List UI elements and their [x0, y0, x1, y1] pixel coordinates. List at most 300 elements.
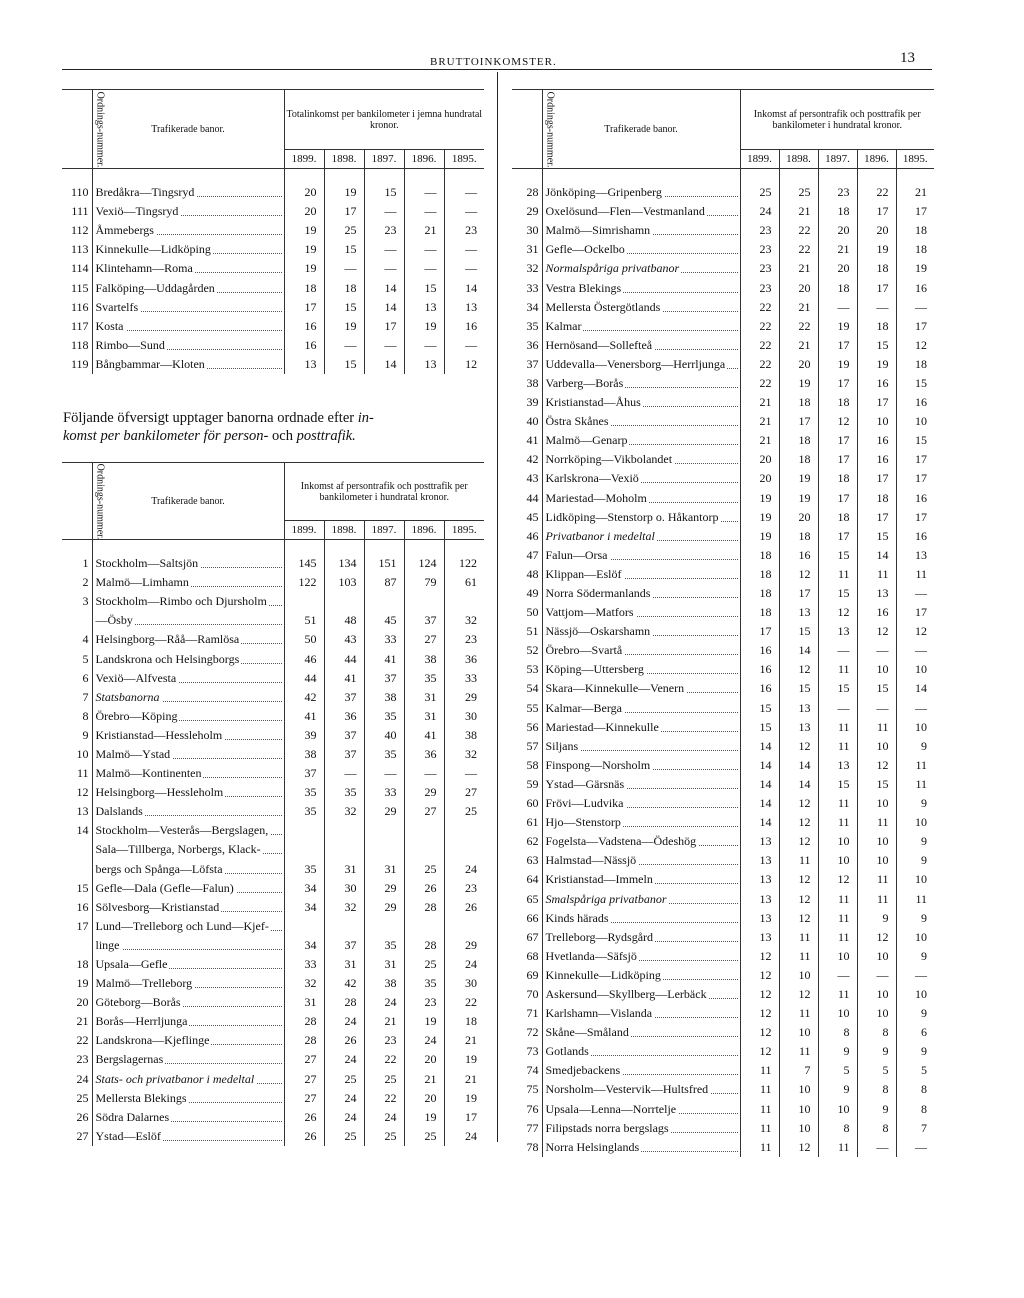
header-inkomst: Inkomst af persontrafik och posttrafik per bankilometer i hundratal kronor. — [284, 463, 484, 521]
railway-name: Kristianstad—Immeln — [542, 870, 740, 889]
row-number: 20 — [62, 993, 92, 1012]
table-row — [62, 1050, 484, 1069]
value-cell: — — [404, 183, 444, 202]
value-cell: 11 — [818, 660, 857, 679]
value-cell: 19 — [404, 317, 444, 336]
row-number: 11 — [62, 764, 92, 783]
value-cell: 35 — [364, 707, 404, 726]
value-cell: 15 — [404, 278, 444, 297]
railway-name: Nässjö—Oskarshamn — [542, 622, 740, 641]
value-cell: 24 — [324, 1050, 364, 1069]
value-cell: 41 — [324, 669, 364, 688]
table-row — [62, 592, 484, 611]
row-number: 28 — [512, 183, 542, 202]
year-header: 1898. — [779, 150, 818, 169]
value-cell: 11 — [740, 1138, 779, 1157]
table-row — [512, 794, 934, 813]
row-number: 51 — [512, 622, 542, 641]
railway-name: Helsingborg—Hessleholm — [92, 783, 284, 802]
table-inkomst-left — [62, 462, 484, 1146]
railway-name: Kristianstad—Hessleholm — [92, 726, 284, 745]
value-cell: 21 — [779, 202, 818, 221]
value-cell: 13 — [779, 699, 818, 718]
value-cell: 16 — [284, 336, 324, 355]
table-row — [512, 278, 934, 297]
value-cell: 11 — [818, 794, 857, 813]
value-cell: 11 — [818, 889, 857, 908]
railway-name: Köping—Uttersberg — [542, 660, 740, 679]
railway-name: Gotlands — [542, 1042, 740, 1061]
value-cell: 9 — [921, 1006, 928, 1021]
value-cell: 17 — [857, 469, 896, 488]
row-number: 111 — [62, 202, 92, 221]
value-cell: 31 — [404, 707, 444, 726]
railway-name: Statsbanorna — [92, 688, 284, 707]
year-header: 1896. — [404, 521, 444, 540]
value-cell: 32 — [324, 802, 364, 821]
value-cell: 15 — [857, 527, 896, 546]
value-cell: 12 — [779, 1138, 818, 1157]
railway-name: Frövi—Ludvika — [542, 794, 740, 813]
value-cell: 22 — [740, 355, 779, 374]
table-row — [512, 202, 934, 221]
table-row — [512, 851, 934, 870]
table-row — [512, 450, 934, 469]
row-number: 29 — [512, 202, 542, 221]
table-row — [62, 298, 484, 317]
railway-name: Norra Södermanlands — [542, 584, 740, 603]
value-cell: 21 — [779, 298, 818, 317]
value-cell: 10 — [779, 1119, 818, 1138]
value-cell: 11 — [740, 1080, 779, 1099]
row-number: 33 — [512, 278, 542, 297]
row-number: 63 — [512, 851, 542, 870]
value-cell: 22 — [740, 317, 779, 336]
header-ordnings: Ordnings-nummer. — [62, 90, 92, 169]
railway-name: Hernösand—Sollefteå — [542, 336, 740, 355]
value-cell: 15 — [364, 183, 404, 202]
value-cell: 11 — [818, 1138, 857, 1157]
value-cell: 23 — [364, 1031, 404, 1050]
value-cell: 23 — [740, 240, 779, 259]
value-cell: 21 — [465, 1033, 478, 1048]
value-cell: 10 — [915, 815, 928, 830]
table-row — [512, 508, 934, 527]
table-row — [62, 936, 484, 955]
value-cell: 26 — [404, 879, 444, 898]
value-cell: 12 — [857, 622, 896, 641]
value-cell: 12 — [740, 985, 779, 1004]
value-cell: 38 — [284, 745, 324, 764]
year-header: 1895. — [444, 521, 484, 540]
railway-name: Vexiö—Alfvesta — [92, 669, 284, 688]
row-number: 39 — [512, 393, 542, 412]
value-cell: 16 — [740, 660, 779, 679]
table-row — [62, 1089, 484, 1108]
value-cell: 18 — [857, 259, 896, 278]
value-cell: 14 — [364, 355, 404, 374]
value-cell: 21 — [465, 1071, 478, 1086]
value-cell: 37 — [284, 764, 324, 783]
value-cell: — — [818, 298, 857, 317]
value-cell: 15 — [324, 355, 364, 374]
value-cell: 17 — [465, 1109, 478, 1124]
value-cell: 29 — [465, 937, 478, 952]
table-row — [62, 336, 484, 355]
railway-name: Bergslagernas — [92, 1050, 284, 1069]
value-cell: 13 — [740, 832, 779, 851]
value-cell: 13 — [404, 355, 444, 374]
value-cell: 18 — [740, 565, 779, 584]
table-row — [512, 584, 934, 603]
value-cell: 27 — [284, 1070, 324, 1089]
table-row — [62, 630, 484, 649]
value-cell: 12 — [857, 756, 896, 775]
railway-name: Jönköping—Gripenberg — [542, 183, 740, 202]
railway-name: Stockholm—Saltsjön — [92, 554, 284, 573]
row-number: 26 — [62, 1108, 92, 1127]
value-cell: — — [465, 337, 478, 352]
value-cell: 33 — [465, 670, 478, 685]
value-cell: — — [364, 202, 404, 221]
railway-name: linge — [92, 936, 284, 955]
table-row — [62, 783, 484, 802]
value-cell: 19 — [857, 355, 896, 374]
railway-name: Karlskrona—Vexiö — [542, 469, 740, 488]
year-header: 1899. — [284, 521, 324, 540]
value-cell: 35 — [284, 783, 324, 802]
value-cell — [444, 592, 484, 611]
value-cell: 14 — [364, 278, 404, 297]
value-cell: 25 — [364, 1127, 404, 1146]
value-cell: 17 — [779, 412, 818, 431]
table-totalinkomst — [62, 89, 484, 374]
table-row — [512, 1100, 934, 1119]
table-row — [62, 1108, 484, 1127]
row-number: 15 — [62, 879, 92, 898]
value-cell: 122 — [284, 573, 324, 592]
value-cell: 8 — [818, 1023, 857, 1042]
value-cell: 21 — [740, 412, 779, 431]
value-cell: 22 — [740, 336, 779, 355]
value-cell: 35 — [284, 802, 324, 821]
value-cell: 10 — [857, 1004, 896, 1023]
table-row — [62, 317, 484, 336]
railway-name: Mariestad—Moholm — [542, 489, 740, 508]
table-row — [512, 966, 934, 985]
value-cell: 19 — [740, 527, 779, 546]
value-cell: 13 — [779, 718, 818, 737]
row-number: 12 — [62, 783, 92, 802]
value-cell: 10 — [857, 851, 896, 870]
value-cell: 20 — [284, 202, 324, 221]
value-cell: 19 — [284, 240, 324, 259]
railway-name: Filipstads norra bergslags — [542, 1119, 740, 1138]
value-cell: 41 — [404, 726, 444, 745]
railway-name: Kinds härads — [542, 909, 740, 928]
value-cell: 21 — [779, 336, 818, 355]
value-cell — [284, 917, 324, 936]
railway-name: Mellersta Blekings — [92, 1089, 284, 1108]
value-cell: 25 — [404, 955, 444, 974]
value-cell: 16 — [740, 679, 779, 698]
value-cell: 11 — [857, 565, 896, 584]
railway-name: Normalspåriga privatbanor — [542, 259, 740, 278]
railway-name: Stats- och privatbanor i medeltal — [92, 1070, 284, 1089]
value-cell: 43 — [324, 630, 364, 649]
value-cell — [444, 840, 484, 859]
value-cell: 14 — [779, 775, 818, 794]
value-cell: 19 — [465, 1090, 478, 1105]
value-cell: 11 — [779, 851, 818, 870]
row-number: 4 — [62, 630, 92, 649]
table-row — [512, 317, 934, 336]
value-cell: 24 — [740, 202, 779, 221]
value-cell: 37 — [364, 669, 404, 688]
header-trafikerade: Trafikerade banor. — [542, 90, 740, 169]
value-cell: 28 — [404, 898, 444, 917]
value-cell: 38 — [364, 688, 404, 707]
row-number: 44 — [512, 489, 542, 508]
value-cell: 18 — [779, 527, 818, 546]
value-cell: — — [404, 259, 444, 278]
table-row — [62, 802, 484, 821]
value-cell: 11 — [915, 891, 928, 906]
value-cell — [284, 840, 324, 859]
table-row — [512, 1061, 934, 1080]
value-cell: 23 — [404, 993, 444, 1012]
table-row — [512, 737, 934, 756]
row-number: 7 — [62, 688, 92, 707]
value-cell: 33 — [284, 955, 324, 974]
value-cell: — — [364, 259, 404, 278]
value-cell: 14 — [779, 756, 818, 775]
value-cell: 22 — [465, 995, 478, 1010]
value-cell: 11 — [740, 1119, 779, 1138]
value-cell: 7 — [779, 1061, 818, 1080]
value-cell — [364, 821, 404, 840]
railway-name: Vexiö—Tingsryd — [92, 202, 284, 221]
row-number — [62, 840, 92, 859]
value-cell: 18 — [284, 278, 324, 297]
row-number: 22 — [62, 1031, 92, 1050]
value-cell: 18 — [818, 393, 857, 412]
value-cell: 14 — [740, 813, 779, 832]
table-row — [512, 928, 934, 947]
table-row — [62, 993, 484, 1012]
year-header: 1898. — [324, 521, 364, 540]
value-cell: 10 — [779, 966, 818, 985]
table-row — [512, 1119, 934, 1138]
railway-name: Finspong—Norsholm — [542, 756, 740, 775]
table-row — [512, 546, 934, 565]
railway-name: Bångbammar—Kloten — [92, 355, 284, 374]
value-cell: 14 — [779, 641, 818, 660]
value-cell: 24 — [364, 1108, 404, 1127]
value-cell: 10 — [818, 1100, 857, 1119]
value-cell — [444, 917, 484, 936]
value-cell: 5 — [818, 1061, 857, 1080]
railway-name: Örebro—Svartå — [542, 641, 740, 660]
value-cell: 32 — [465, 746, 478, 761]
value-cell: — — [915, 967, 928, 982]
value-cell: 124 — [404, 554, 444, 573]
table-row — [512, 718, 934, 737]
value-cell: — — [818, 699, 857, 718]
value-cell: 6 — [921, 1025, 928, 1040]
value-cell: 40 — [364, 726, 404, 745]
value-cell: 9 — [857, 1100, 896, 1119]
table-row — [62, 898, 484, 917]
header-trafikerade: Trafikerade banor. — [92, 463, 284, 540]
value-cell: 25 — [324, 1127, 364, 1146]
value-cell: 16 — [284, 317, 324, 336]
row-number: 24 — [62, 1070, 92, 1089]
value-cell: 12 — [740, 1004, 779, 1023]
value-cell: — — [465, 242, 478, 257]
table-row — [62, 1070, 484, 1089]
value-cell: 19 — [818, 317, 857, 336]
value-cell: 32 — [284, 974, 324, 993]
value-cell: 11 — [818, 737, 857, 756]
value-cell: 5 — [857, 1061, 896, 1080]
railway-name: Malmö—Kontinenten — [92, 764, 284, 783]
value-cell: 17 — [818, 336, 857, 355]
value-cell: 20 — [779, 355, 818, 374]
value-cell: 20 — [779, 278, 818, 297]
row-number: 34 — [512, 298, 542, 317]
value-cell: — — [404, 336, 444, 355]
value-cell: 15 — [857, 679, 896, 698]
value-cell: 10 — [818, 832, 857, 851]
value-cell: 37 — [324, 936, 364, 955]
value-cell: 12 — [779, 794, 818, 813]
value-cell: 23 — [364, 221, 404, 240]
value-cell: 35 — [404, 974, 444, 993]
value-cell: 23 — [818, 183, 857, 202]
value-cell: 12 — [779, 909, 818, 928]
railway-name: Smedjebackens — [542, 1061, 740, 1080]
railway-name: Karlshamn—Vislanda — [542, 1004, 740, 1023]
value-cell: 17 — [740, 622, 779, 641]
value-cell: 134 — [324, 554, 364, 573]
value-cell: — — [857, 966, 896, 985]
value-cell: 19 — [779, 489, 818, 508]
value-cell: 37 — [404, 611, 444, 630]
value-cell: 10 — [857, 412, 896, 431]
railway-name: Kinnekulle—Lidköping — [92, 240, 284, 259]
value-cell: 18 — [779, 393, 818, 412]
value-cell — [284, 592, 324, 611]
row-number: 35 — [512, 317, 542, 336]
row-number: 50 — [512, 603, 542, 622]
value-cell: 15 — [818, 584, 857, 603]
value-cell: — — [857, 1138, 896, 1157]
row-number: 19 — [62, 974, 92, 993]
value-cell: 103 — [324, 573, 364, 592]
value-cell: 35 — [404, 669, 444, 688]
row-number: 36 — [512, 336, 542, 355]
table-row — [512, 489, 934, 508]
value-cell: 10 — [857, 737, 896, 756]
value-cell: 17 — [857, 508, 896, 527]
row-number: 119 — [62, 355, 92, 374]
column-divider — [497, 72, 498, 1142]
row-number: 110 — [62, 183, 92, 202]
value-cell: 14 — [740, 756, 779, 775]
value-cell: 18 — [465, 1014, 478, 1029]
railway-name: Örebro—Köping — [92, 707, 284, 726]
table-row — [62, 917, 484, 936]
row-number: 65 — [512, 889, 542, 908]
railway-name: Stockholm—Vesterås—Bergslagen, — [92, 821, 284, 840]
value-cell: 26 — [465, 899, 478, 914]
value-cell: 38 — [404, 649, 444, 668]
row-number: 53 — [512, 660, 542, 679]
railway-name: Göteborg—Borås — [92, 993, 284, 1012]
value-cell: 19 — [857, 240, 896, 259]
value-cell: 27 — [404, 802, 444, 821]
value-cell: 29 — [465, 689, 478, 704]
table-row — [62, 355, 484, 374]
value-cell: 10 — [915, 872, 928, 887]
value-cell: 9 — [921, 853, 928, 868]
value-cell: 22 — [779, 240, 818, 259]
value-cell: 28 — [324, 993, 364, 1012]
intro-paragraph: Följande öfversigt upptager banorna ordnade efter in- komst per bankilometer för person- och posttrafik. — [63, 410, 374, 444]
railway-name: Vestra Blekings — [542, 278, 740, 297]
value-cell: 31 — [284, 993, 324, 1012]
value-cell — [324, 840, 364, 859]
row-number: 40 — [512, 412, 542, 431]
value-cell: 17 — [818, 374, 857, 393]
row-number: 75 — [512, 1080, 542, 1099]
row-number: 2 — [62, 573, 92, 592]
row-number: 32 — [512, 259, 542, 278]
value-cell: 16 — [465, 318, 478, 333]
value-cell: 22 — [364, 1050, 404, 1069]
value-cell: 16 — [857, 374, 896, 393]
value-cell: 13 — [818, 622, 857, 641]
value-cell: 10 — [915, 414, 928, 429]
row-number: 61 — [512, 813, 542, 832]
table-row — [512, 679, 934, 698]
table-row — [62, 707, 484, 726]
value-cell: 24 — [324, 1108, 364, 1127]
value-cell: 17 — [915, 318, 928, 333]
value-cell — [364, 917, 404, 936]
value-cell: 22 — [779, 317, 818, 336]
value-cell: 16 — [740, 641, 779, 660]
value-cell: 11 — [857, 870, 896, 889]
row-number: 116 — [62, 298, 92, 317]
value-cell: — — [465, 766, 478, 781]
value-cell: 36 — [404, 745, 444, 764]
railway-name: Kosta — [92, 317, 284, 336]
railway-name: Landskrona—Kjeflinge — [92, 1031, 284, 1050]
value-cell: 23 — [740, 259, 779, 278]
value-cell: — — [465, 204, 478, 219]
value-cell: 50 — [284, 630, 324, 649]
row-number: 45 — [512, 508, 542, 527]
table-row — [62, 259, 484, 278]
value-cell: 37 — [324, 726, 364, 745]
row-number: 31 — [512, 240, 542, 259]
value-cell: 9 — [921, 910, 928, 925]
value-cell: 25 — [404, 860, 444, 879]
value-cell: 9 — [818, 1042, 857, 1061]
year-header: 1897. — [364, 521, 404, 540]
